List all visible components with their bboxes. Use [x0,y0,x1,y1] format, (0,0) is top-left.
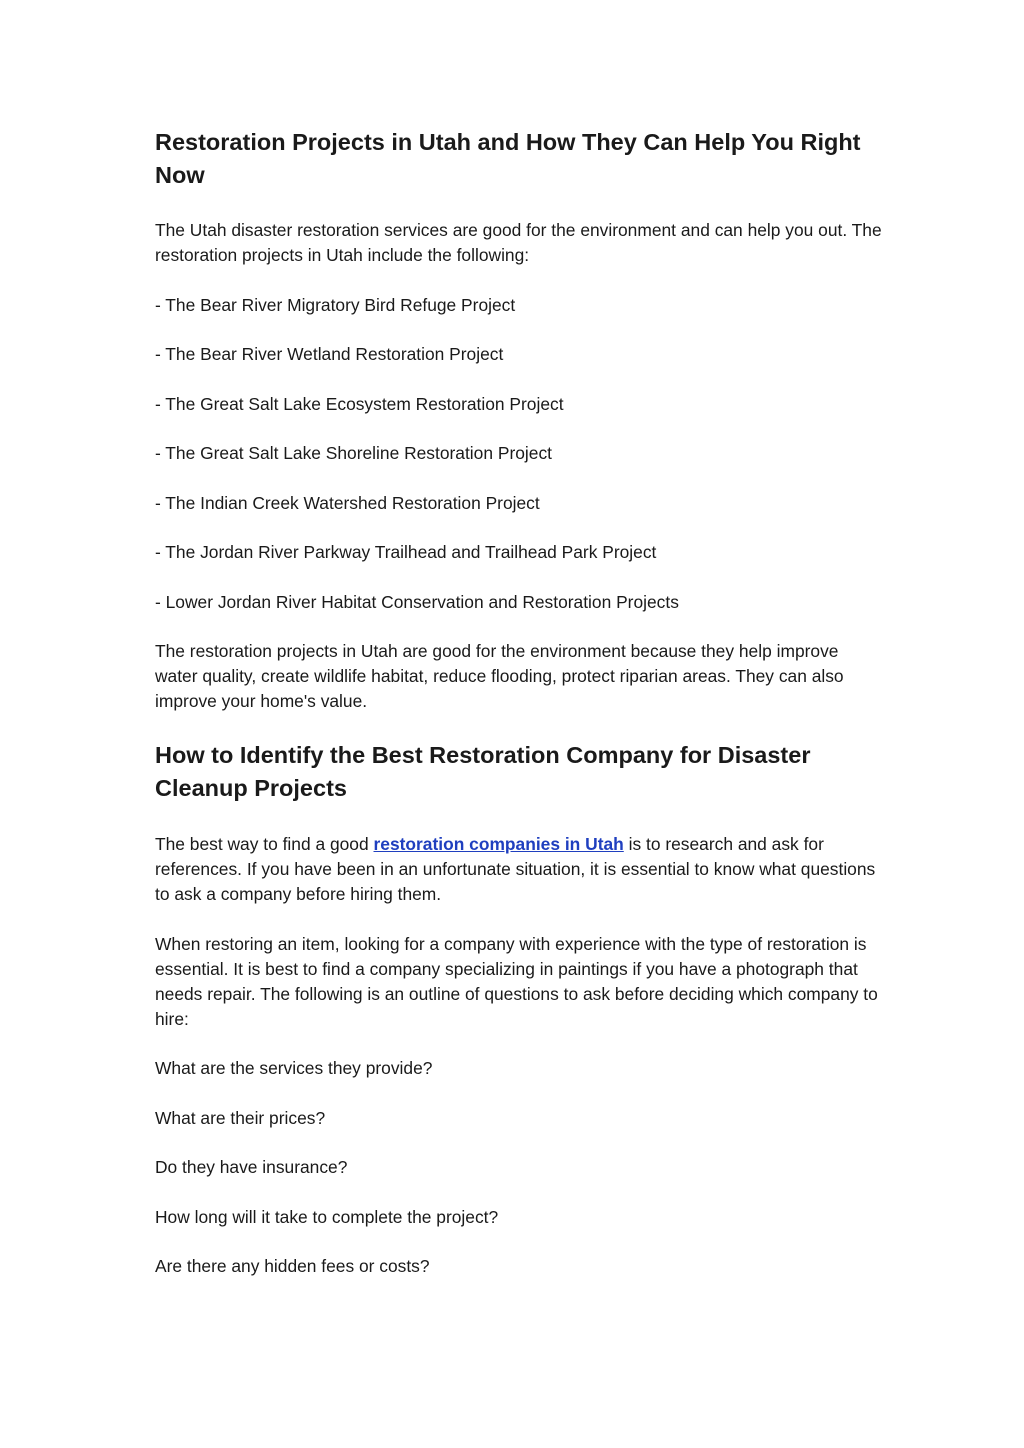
paragraph-text: The best way to find a good [155,834,374,854]
restoring-item-paragraph: When restoring an item, looking for a company with experience with the type of restoration is essential. It is best to find a company specializing in paintings if you have a photograph that needs repair. The following is an outline of questions to ask before deciding which company to hire: [155,933,878,1029]
project-item: - The Great Salt Lake Ecosystem Restoration Project [155,393,564,414]
section-heading-restoration-projects: Restoration Projects in Utah and How They Can Help You Right Now [155,129,861,188]
closing-paragraph: The restoration projects in Utah are good for the environment because they help improve water quality, create wildlife habitat, reduce flooding, protect riparian areas. They can also improve your home's value. [155,641,844,711]
intro-paragraph: The Utah disaster restoration services are good for the environment and can help you out. The restoration projects in Utah include the following: [155,220,882,265]
project-item: - The Bear River Migratory Bird Refuge Project [155,294,516,315]
find-company-paragraph [155,832,885,907]
paragraph-text: is to research and ask for references. If you have been in an unfortunate situation, it is essential to know what questions to ask a company before hiring them. [155,834,876,904]
document-page [155,126,885,1279]
question-item: What are their prices? [155,1107,326,1128]
question-item: Are there any hidden fees or costs? [155,1256,430,1276]
project-item: - The Bear River Wetland Restoration Project [155,344,504,364]
project-item: - The Jordan River Parkway Trailhead and Trailhead Park Project [155,542,657,562]
section-heading-identify-company: How to Identify the Best Restoration Company for Disaster Cleanup Projects [155,742,811,801]
question-item: What are the services they provide? [155,1058,433,1078]
question-item: Do they have insurance? [155,1157,348,1177]
restoration-companies-link[interactable]: restoration companies in Utah [373,834,624,854]
project-item: - Lower Jordan River Habitat Conservation and Restoration Projects [155,591,679,612]
project-item: - The Indian Creek Watershed Restoration Project [155,492,540,513]
project-item: - The Great Salt Lake Shoreline Restoration Project [155,443,552,463]
question-item: How long will it take to complete the project? [155,1206,499,1227]
